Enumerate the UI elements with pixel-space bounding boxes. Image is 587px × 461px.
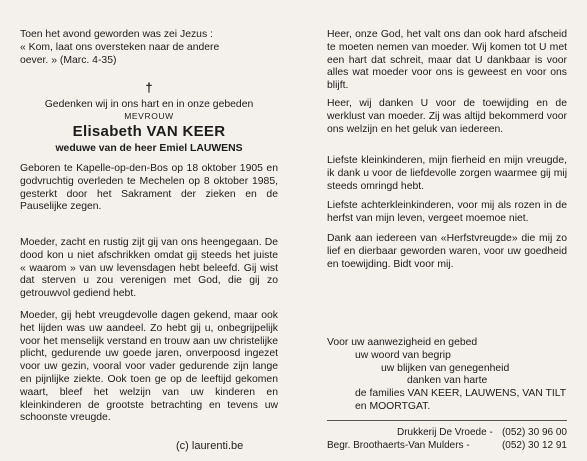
bible-quote (20, 29, 278, 67)
printer-info (327, 427, 567, 453)
days-paragraph (20, 310, 278, 425)
undertaker-phone: (052) 30 12 91 (501, 439, 567, 451)
printer-name: Drukkerij De Vroede - (397, 427, 493, 438)
quote-line: oever. » (Marc. 4-35) (20, 54, 117, 66)
herfstvreugde-text: Dank aan iedereen van «Herfstvreugde» die mij zo lief en dierbaar geworden waren, voor uw goedheid en toewijding. Bidt voor mij. (327, 233, 567, 270)
printer-row (327, 440, 567, 453)
thanks-line: uw woord van begrip (355, 349, 451, 361)
cross-symbol: † (145, 80, 153, 95)
family-thanks (327, 337, 567, 414)
prayer-text: Heer, onze God, het valt ons dan ook hard afscheid te moeten nemen van moeder. Wij komen tot U met een hart dat schreit, maar dat U dankbaar is voor alles wat moeder voor ons is geweest en voor ons blijft. (327, 29, 567, 92)
widow-line: weduwe van de heer Emiel LAUWENS (55, 143, 243, 154)
remembrance-line: Gedenken wij in ons hart en in onze gebeden (44, 99, 254, 110)
copyright-watermark: (c) laurenti.be (176, 440, 244, 452)
thanks-herfstvreugde-paragraph (327, 233, 567, 271)
grandchildren-paragraph (327, 155, 567, 193)
mother-paragraph (20, 237, 278, 301)
great-grandchildren-paragraph (327, 200, 567, 226)
quote-line: « Kom, laat ons oversteken naar de andere (20, 41, 220, 53)
prayer-paragraph-2 (327, 98, 567, 136)
prayer-text: Heer, wij danken U voor de toewijding en de werklust van moeder. Zij was altijd bekommerd voor ons welzijn en het geluk van iedereen. (327, 98, 567, 135)
thanks-line: en MOORTGAT. (355, 400, 431, 412)
thanks-line: de families VAN KEER, LAUWENS, VAN TILT (355, 388, 567, 400)
bio-text: Geboren te Kapelle-op-den-Bos op 18 oktober 1905 en godvruchtig overleden te Mechelen op 8 oktober 1985, gesterkt door het Sakrament der zieken en de Pauselijke zegen. (20, 163, 278, 213)
quote-line: Toen het avond geworden was zei Jezus : (20, 29, 213, 40)
printer-phone: (052) 30 96 00 (501, 427, 567, 438)
divider-line (327, 420, 567, 421)
thanks-line: Voor uw aanwezigheid en gebed (327, 337, 478, 348)
mother-text: Moeder, zacht en rustig zijt gij van ons heengegaan. De dood kon u niet afschrikken omdat gij steeds het juiste « waarom » van uw levensdagen hebt beleefd. Gij wist dat sterven u zou verenigen met God, die gij zo getrouwvol gediend hebt. (20, 237, 278, 300)
days-text: Moeder, gij hebt vreugdevolle dagen gekend, maar ook het lijden was uw aandeel. Zo hebt gij u, onbegrijpelijk voor het menselijk verstand en trouw aan uw christelijke plicht, gedurende uw goede jaren, onverpoosd ingezet voor uw gezin, vooral voor vader gedurende zijn lange en pijnlijke ziekte. Ook toen ge op de leeftijd gekomen waart, bleef het welzijn van uw kinderen en kleinkinderen de grootste betrachting en tevens uw schoonste vreugde. (20, 310, 278, 424)
undertaker-name: Begr. Broothaerts-Van Mulders - (327, 439, 470, 451)
deceased-name: Elisabeth VAN KEER (72, 123, 226, 140)
printer-row (327, 427, 567, 440)
grandchildren-text: Liefste kleinkinderen, mijn fierheid en mijn vreugde, ik dank u voor de liefdevolle zorgen waarmee gij mij steeds omringd hebt. (327, 155, 567, 192)
title-mevrouw: MEVROUW (124, 111, 174, 121)
great-grandchildren-text: Liefste achterkleinkinderen, voor mij als rozen in de herfst van mijn leven, vergeet moemoe niet. (327, 200, 567, 224)
prayer-paragraph-1 (327, 29, 567, 93)
thanks-line: uw blijken van genegenheid (381, 362, 510, 374)
thanks-line: danken van harte (407, 375, 488, 387)
birth-death-paragraph (20, 163, 278, 214)
